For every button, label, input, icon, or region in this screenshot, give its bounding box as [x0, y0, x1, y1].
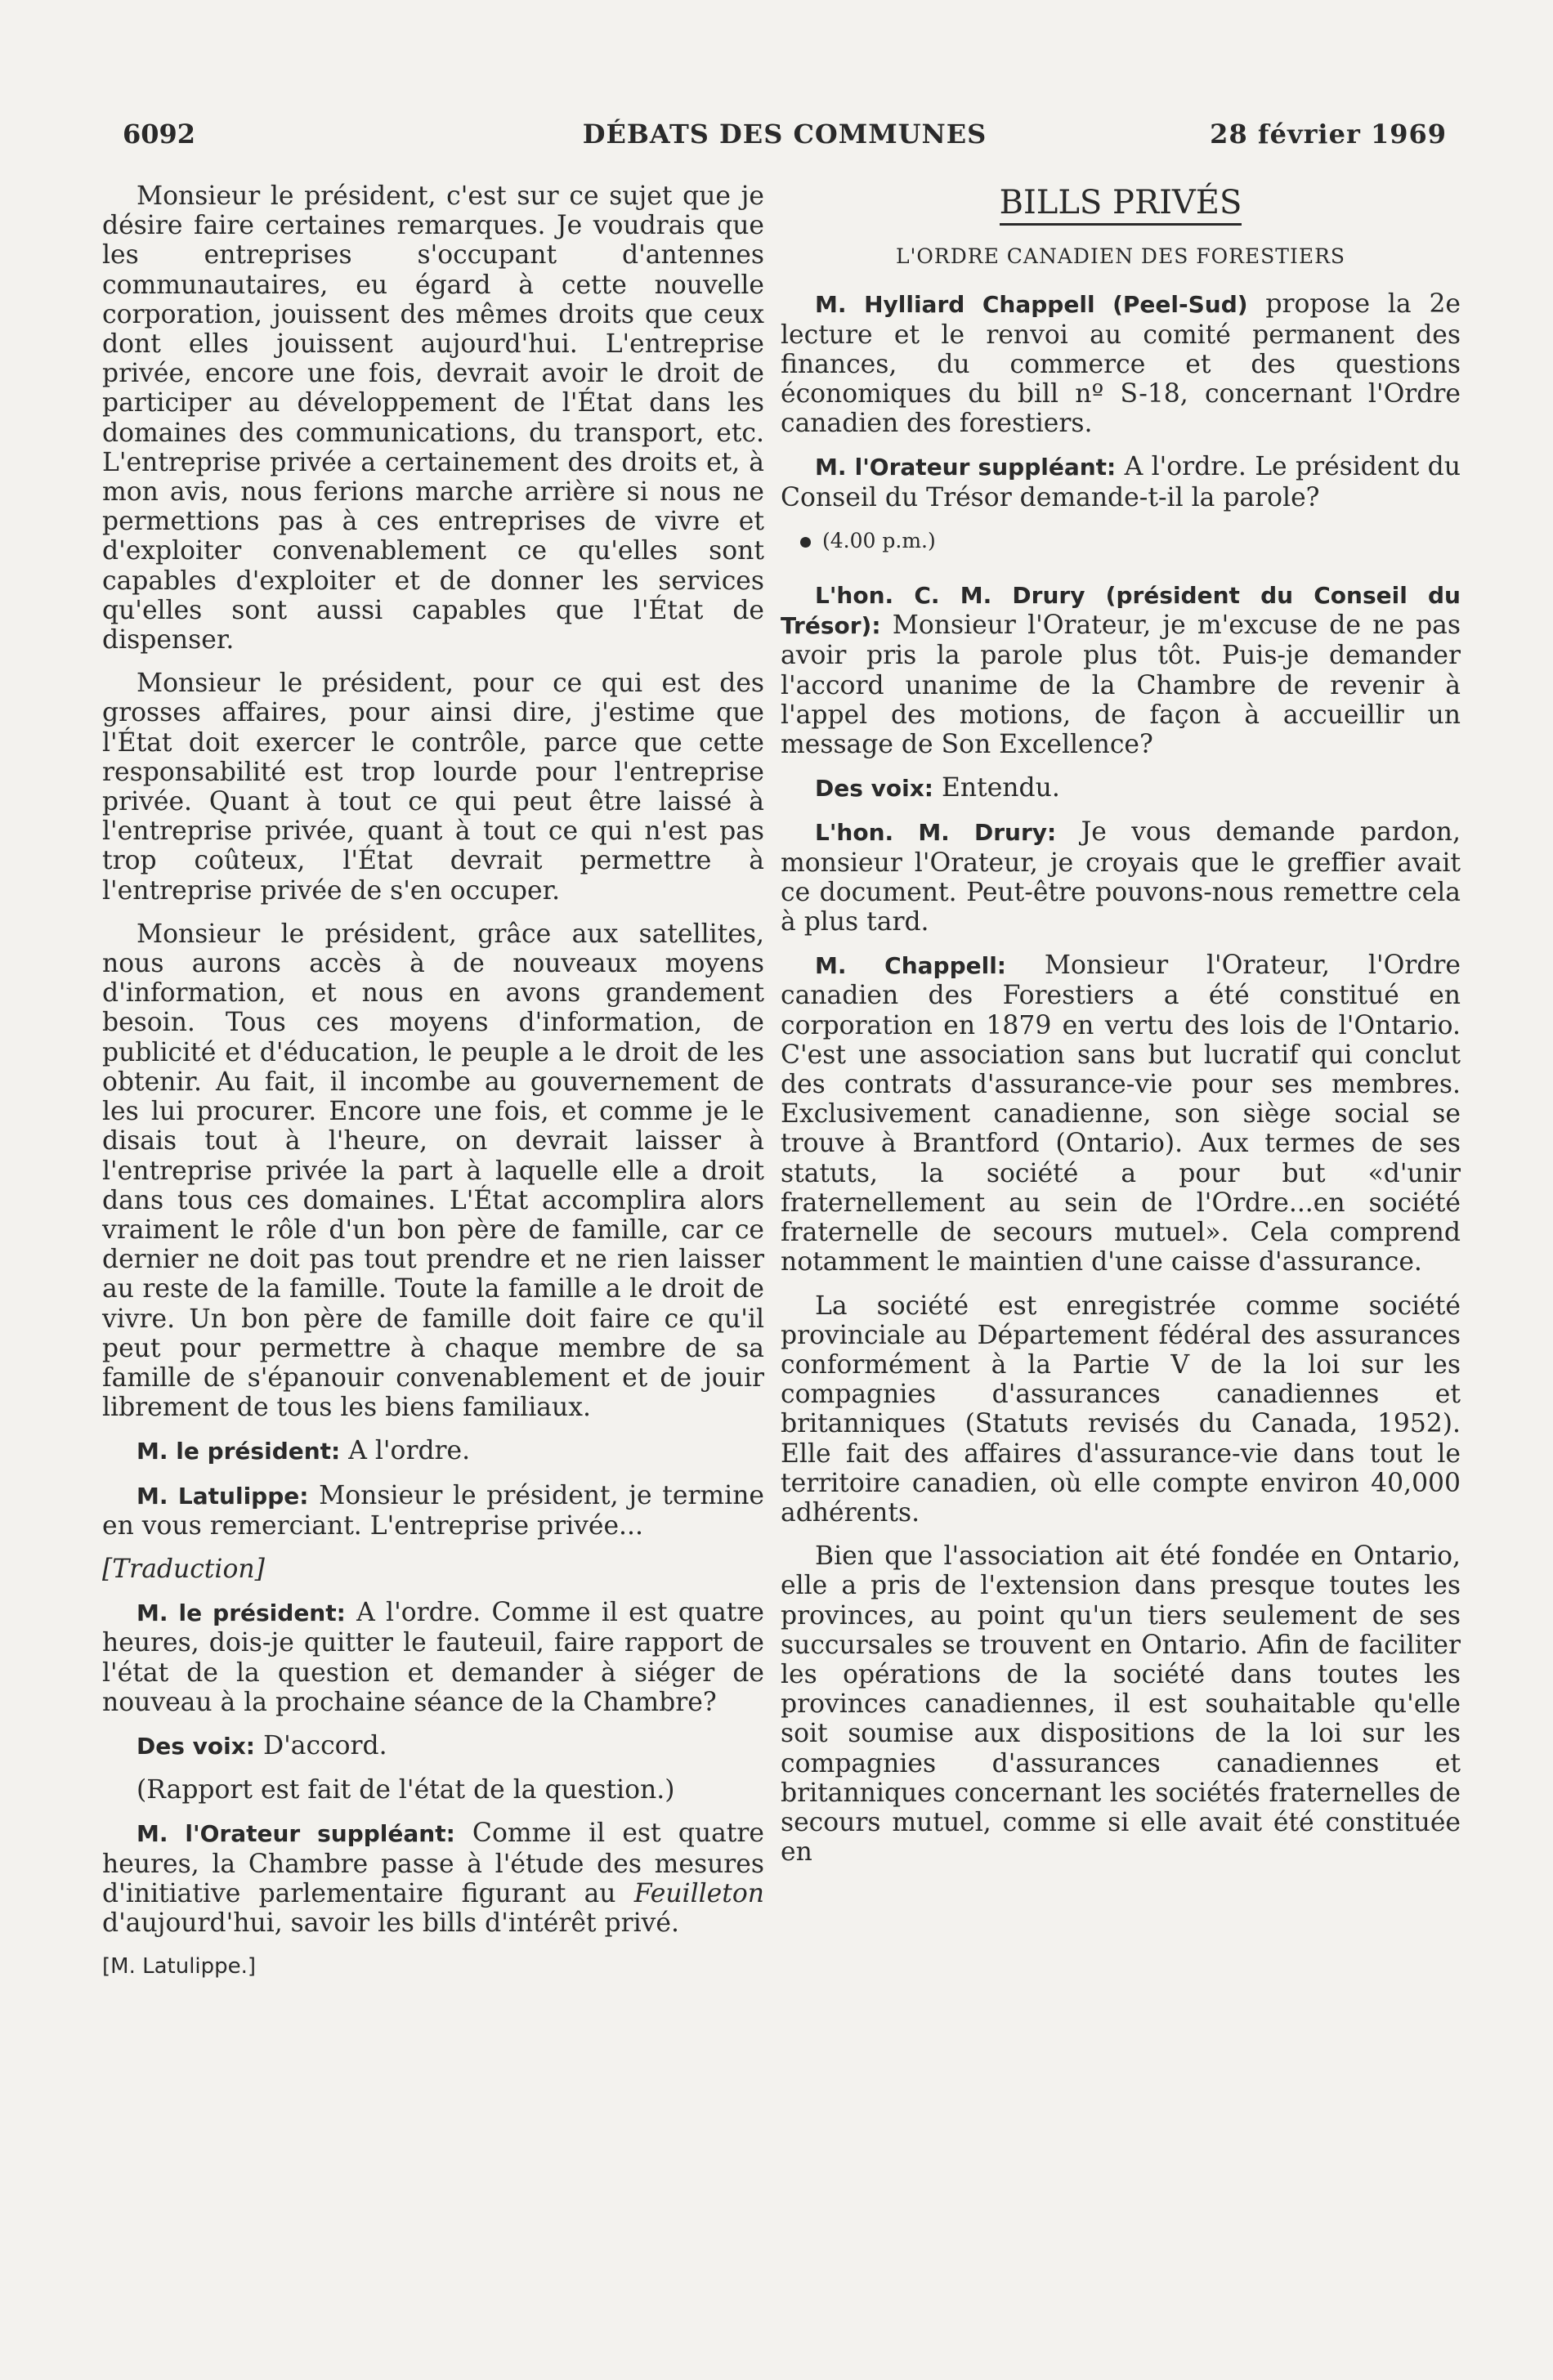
speech-block	[781, 289, 1461, 438]
speaker-name: M. Latulippe:	[137, 1482, 309, 1510]
speech-text: Monsieur l'Orateur, je m'excuse de ne pas avoir pris la parole plus tôt. Puis-je demander l'accord unanime de la Chambre de revenir à l'appel des motions, de façon à accueillir un message de Son Excellence?	[781, 611, 1461, 760]
speech-text: D'accord.	[255, 1730, 387, 1760]
paragraph: Monsieur le président, grâce aux satellites, nous aurons accès à de nouveaux moyens d'information, et nous en avons grandement besoin. Tous ces moyens d'information, de publicité et d'éducation, le peuple a le droit de les obtenir. Au fait, il incombe au gouvernement de les lui procurer. Encore une fois, et comme je le disais tout à l'heure, on devrait laisser à l'entreprise privée la part à laquelle elle a droit dans tous ces domaines. L'État accomplira alors vraiment le rôle d'un bon père de famille, car ce dernier ne doit pas tout prendre et ne rien laisser au reste de la famille. Toute la famille a le droit de vivre. Un bon père de famille doit faire ce qu'il peut pour permettre à chaque membre de sa famille de s'épanouir convenablement et de jouir librement de tous les biens familiaux.	[102, 919, 764, 1423]
italic-text: Feuilleton	[633, 1878, 764, 1908]
speech-text: A l'ordre. Le président du Conseil du Trésor demande-t-il la parole?	[781, 452, 1461, 512]
paragraph: Monsieur le président, pour ce qui est des grosses affaires, pour ainsi dire, j'estime que l'État doit exercer le contrôle, parce que cette responsabilité est trop lourde pour l'entreprise privée. Quant à tout ce qui peut être laissé à l'entreprise privée, quant à tout ce qui n'est pas trop coûteux, l'État devrait permettre à l'entreprise privée de s'en occuper.	[102, 669, 764, 906]
speech-block	[102, 1436, 764, 1466]
speaker-name: M. Hylliard Chappell (Peel-Sud)	[815, 291, 1248, 319]
speech-block	[102, 1481, 764, 1541]
speaker-name: M. le président:	[137, 1599, 346, 1627]
speech-block	[102, 1598, 764, 1717]
speech-block	[781, 452, 1461, 512]
speaker-name: L'hon. M. Drury:	[815, 819, 1057, 847]
speaker-name: M. le président:	[137, 1438, 341, 1465]
page-header	[123, 119, 1447, 159]
right-column	[781, 181, 1461, 1881]
speech-block	[102, 1731, 764, 1761]
procedural-note: (Rapport est fait de l'état de la question.)	[137, 1775, 675, 1805]
page-number: 6092	[123, 119, 196, 150]
speech-block	[102, 1819, 764, 1938]
speech-block	[781, 773, 1461, 803]
speaker-name: M. l'Orateur suppléant:	[815, 454, 1117, 481]
speech-text: Monsieur le président, je termine en vous remerciant. L'entreprise privée...	[102, 1480, 765, 1541]
paragraph: La société est enregistrée comme société provinciale au Département fédéral des assurances conformément à la Partie V de la loi sur les compagnies d'assurances canadiennes et britanniques (Statuts revisés du Canada, 1952). Elle fait des affaires d'assurance-vie dans tout le territoire canadien, où elle compte environ 40,000 adhérents.	[781, 1291, 1461, 1528]
speaker-name: Des voix:	[815, 775, 933, 803]
paragraph: Bien que l'association ait été fondée en Ontario, elle a pris de l'extension dans presque toutes les provinces, au point qu'un tiers seulement de ses succursales se trouvent en Ontario. Afin de faciliter les opérations de la société dans toutes les provinces canadiennes, il est souhaitable qu'elle soit soumise aux dispositions de la loi sur les compagnies d'assurances canadiennes et britanniques concernant les sociétés fraternelles de secours mutuel, comme si elle avait été constituée en	[781, 1541, 1461, 1868]
time-marker: (4.00 p.m.)	[781, 526, 1461, 556]
speech-text: A l'ordre.	[340, 1436, 471, 1466]
speech-text: Je vous demande pardon, monsieur l'Orateur, je croyais que le greffier avait ce document. Peut-être pouvons-nous remettre cela à plus tard.	[781, 817, 1461, 937]
speech-text: propose la 2e lecture et le renvoi au comité permanent des finances, du commerce et des questions économiques du bill nº S-18, concernant l'Ordre canadien des forestiers.	[781, 289, 1461, 439]
speaker-name: L'hon. C. M. Drury (président du Conseil du Trésor):	[781, 582, 1461, 640]
speech-text: Comme il est quatre heures, la Chambre passe à l'étude des mesures d'initiative parlementaire figurant au	[102, 1819, 764, 1908]
publication-title: DÉBATS DES COMMUNES	[582, 119, 987, 150]
speaker-name: Des voix:	[137, 1732, 255, 1760]
translation-marker: [Traduction]	[102, 1554, 265, 1584]
bullet-icon	[800, 537, 811, 548]
speech-block	[781, 951, 1461, 1277]
speaker-reference: [M. Latulippe.]	[102, 1954, 257, 1980]
section-subtitle: L'ORDRE CANADIEN DES FORESTIERS	[895, 244, 1346, 269]
speaker-name: M. l'Orateur suppléant:	[137, 1820, 455, 1848]
speech-text: A l'ordre. Comme il est quatre heures, dois-je quitter le fauteuil, faire rapport de l'état de la question et demander à siéger de nouveau à la prochaine séance de la Chambre?	[102, 1598, 764, 1717]
speech-text: Monsieur l'Orateur, l'Ordre canadien des Forestiers a été constitué en corporation en 1879 en vertu des lois de l'Ontario. C'est une association sans but lucratif qui conclut des contrats d'assurance-vie pour ses membres. Exclusivement canadienne, son siège social se trouve à Brantford (Ontario). Aux termes de ses statuts, la société a pour but «d'unir fraternellement au sein de l'Ordre...en société fraternelle de secours mutuel». Cela comprend notamment le maintien d'une caisse d'assurance.	[781, 951, 1461, 1277]
speaker-name: M. Chappell:	[815, 952, 1006, 980]
page-date: 28 février 1969	[1210, 119, 1447, 150]
speech-text: Entendu.	[933, 773, 1060, 803]
paragraph: Monsieur le président, c'est sur ce sujet que je désire faire certaines remarques. Je voudrais que les entreprises s'occupant d'antennes communautaires, eu égard à cette nouvelle corporation, jouissent des mêmes droits que ceux dont elles jouissent aujourd'hui. L'entreprise privée, encore une fois, devrait avoir le droit de participer au développement de l'État dans les domaines des communications, du transport, etc. L'entreprise privée a certainement des droits et, à mon avis, nous ferions marche arrière si nous ne permettions pas à ces entreprises de vivre et d'exploiter convenablement ce qu'elles sont capables d'exploiter et de donner les services qu'elles sont aussi capables que l'État de dispenser.	[102, 181, 764, 655]
speech-block	[781, 580, 1461, 759]
speech-text: d'aujourd'hui, savoir les bills d'intérêt privé.	[102, 1908, 679, 1938]
speech-block	[781, 817, 1461, 937]
section-title: BILLS PRIVÉS	[781, 188, 1461, 217]
left-column	[102, 181, 764, 1995]
